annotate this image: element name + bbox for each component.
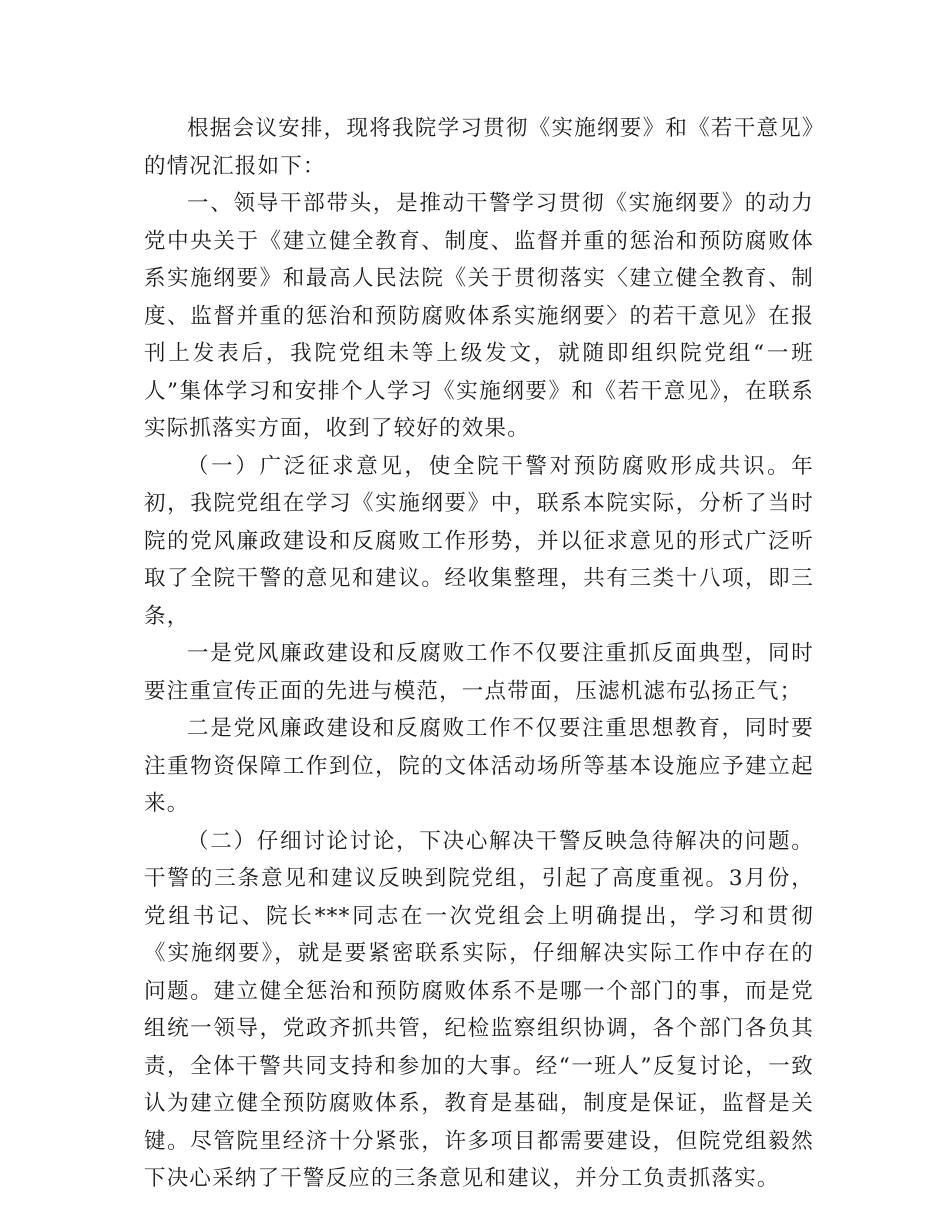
paragraph-intro: 根据会议安排，现将我院学习贯彻《实施纲要》和《若干意见》的情况汇报如下：	[144, 116, 814, 179]
document-body	[144, 110, 814, 1198]
paragraph-item-1: 一是党风廉政建设和反腐败工作不仅要注重抓反面典型，同时要注重宣传正面的先进与模范，一点带面，压滤机滤布弘扬正气；	[144, 641, 814, 704]
paragraph-subsection-1: （一）广泛征求意见，使全院干警对预防腐败形成共识。年初，我院党组在学习《实施纲要》中，联系本院实际，分析了当时院的党风廉政建设和反腐败工作形势，并以征求意见的形式广泛听取了全院干警的意见和建议。经收集整理，共有三类十八项，即三条，	[144, 453, 814, 629]
paragraph-section-1: 一、领导干部带头，是推动干警学习贯彻《实施纲要》的动力党中央关于《建立健全教育、制度、监督并重的惩治和预防腐败体系实施纲要》和最高人民法院《关于贯彻落实〈建立健全教育、制度、监督并重的惩治和预防腐败体系实施纲要〉的若干意见》在报刊上发表后，我院党组未等上级发文，就随即组织院党组“一班人”集体学习和安排个人学习《实施纲要》和《若干意见》，在联系实际抓落实方面，收到了较好的效果。	[144, 191, 814, 441]
paragraph-subsection-2: （二）仔细讨论讨论，下决心解决干警反映急待解决的问题。干警的三条意见和建议反映到院党组，引起了高度重视。3月份，党组书记、院长***同志在一次党组会上明确提出，学习和贯彻《实施纲要》，就是要紧密联系实际，仔细解决实际工作中存在的问题。建立健全惩治和预防腐败体系不是哪一个部门的事，而是党组统一领导，党政齐抓共管，纪检监察组织协调，各个部门各负其责，全体干警共同支持和参加的大事。经“一班人”反复讨论，一致认为建立健全预防腐败体系，教育是基础，制度是保证，监督是关键。尽管院里经济十分紧张，许多项目都需要建设，但院党组毅然下决心采纳了干警反应的三条意见和建议，并分工负责抓落实。	[144, 828, 814, 1191]
paragraph-item-2: 二是党风廉政建设和反腐败工作不仅要注重思想教育，同时要注重物资保障工作到位，院的文体活动场所等基本设施应予建立起来。	[144, 716, 814, 816]
